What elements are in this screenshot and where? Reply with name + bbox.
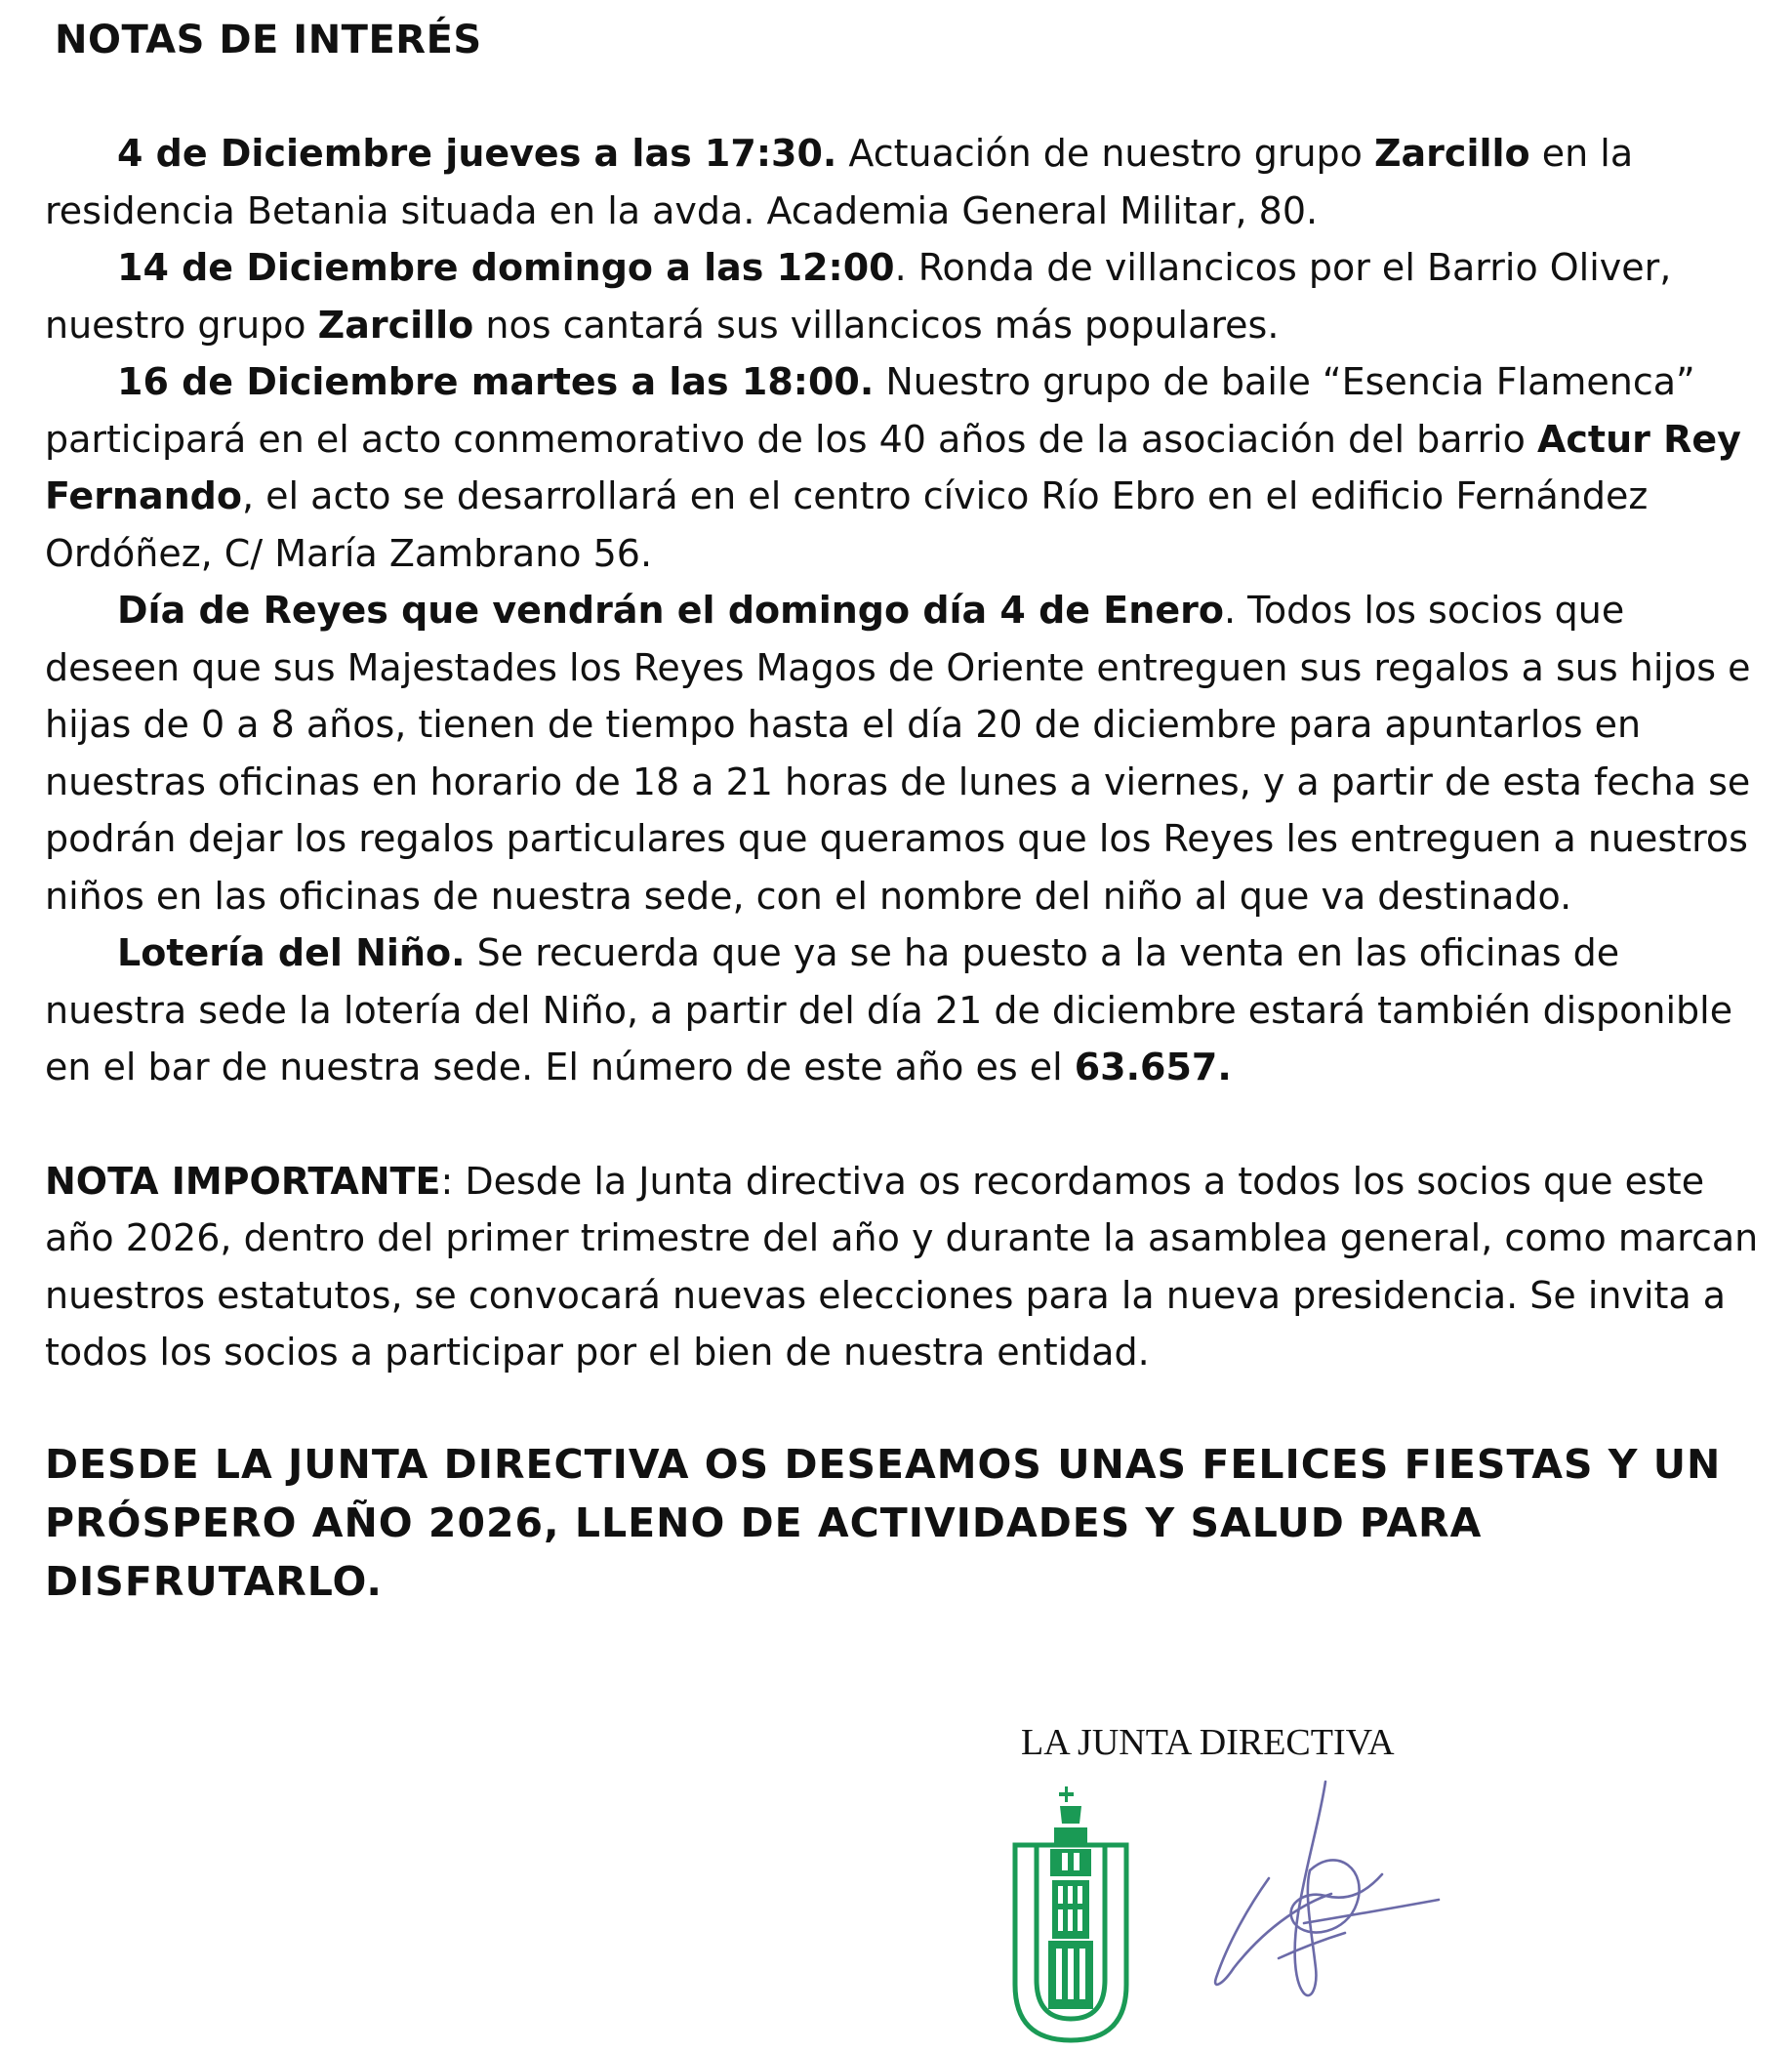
event-text: nos cantará sus villancicos más populares. [473,303,1280,347]
association-name: Actur Rey Fernando [45,417,1741,517]
handwritten-signature [1210,1777,1445,2001]
event-heading: 4 de Diciembre jueves a las 17:30. [117,132,837,175]
event-heading: 16 de Diciembre martes a las 18:00. [117,360,875,403]
important-note-label: NOTA IMPORTANTE [45,1159,441,1203]
notes-body [45,125,1759,1381]
event-text: . Todos los socios que deseen que sus Majestades los Reyes Magos de Oriente entreguen sus regalos a sus hijos e hijas de 0 a 8 años, tienen de tiempo hasta el día 20 de diciembre para apuntarlos en nuestras oficinas en horario de 18 a 21 horas de lunes a viernes, y a partir de esta fecha se podrán dejar los regalos particulares que queramos que los Reyes les entreguen a nuestros niños en las oficinas de nuestra sede, con el nombre del niño al que va destinado. [45,589,1751,918]
lottery-number: 63.657. [1074,1046,1232,1088]
event-heading: 14 de Diciembre domingo a las 12:00 [117,246,895,289]
event-text: , el acto se desarrollará en el centro cívico Río Ebro en el edificio Fernández Ordóñez, C/ María Zambrano 56. [45,474,1649,575]
event-text: Actuación de nuestro grupo [836,132,1374,175]
event-text: Se recuerda que ya se ha puesto a la venta en las oficinas de nuestra sede la lotería del Niño, a partir del día 21 de diciembre estará también disponible en el bar de nuestra sede. El número de este año es el [45,931,1733,1088]
page-title: NOTAS DE INTERÉS [55,18,482,62]
closing-greeting: DESDE LA JUNTA DIRECTIVA OS DESEAMOS UNAS FELICES FIESTAS Y UN PRÓSPERO AÑO 2026, LLENO DE ACTIVIDADES Y SALUD PARA DISFRUTARLO. [45,1441,1722,1605]
group-name: Zarcillo [317,303,474,347]
event-paragraph [45,239,1759,353]
association-seal [1003,1785,1138,2048]
signature-label: LA JUNTA DIRECTIVA [1021,1722,1395,1763]
important-note-text: : Desde la Junta directiva os recordamos a todos los socios que este año 2026, dentro del primer trimestre del año y durante la asamblea general, como marcan nuestros estatutos, se convocará nuevas elecciones para la nueva presidencia. Se invita a todos los socios a participar por el bien de nuestra entidad. [45,1159,1759,1374]
event-heading: Lotería del Niño. [117,931,466,974]
event-heading: Día de Reyes que vendrán el domingo día 4 de Enero [117,589,1224,632]
event-paragraph [45,125,1759,239]
group-name: Zarcillo [1373,132,1530,175]
event-text: Nuestro grupo de baile “Esencia Flamenca” participará en el acto conmemorativo de los 40 años de la asociación del barrio [45,360,1695,461]
event-paragraph [45,582,1759,924]
important-note [45,1153,1759,1381]
event-paragraph [45,353,1759,582]
paragraph-spacer [45,1096,1759,1153]
event-text: en la residencia Betania situada en la avda. Academia General Militar, 80. [45,132,1634,232]
event-text: . Ronda de villancicos por el Barrio Oliver, nuestro grupo [45,246,1672,347]
event-paragraph [45,924,1759,1096]
